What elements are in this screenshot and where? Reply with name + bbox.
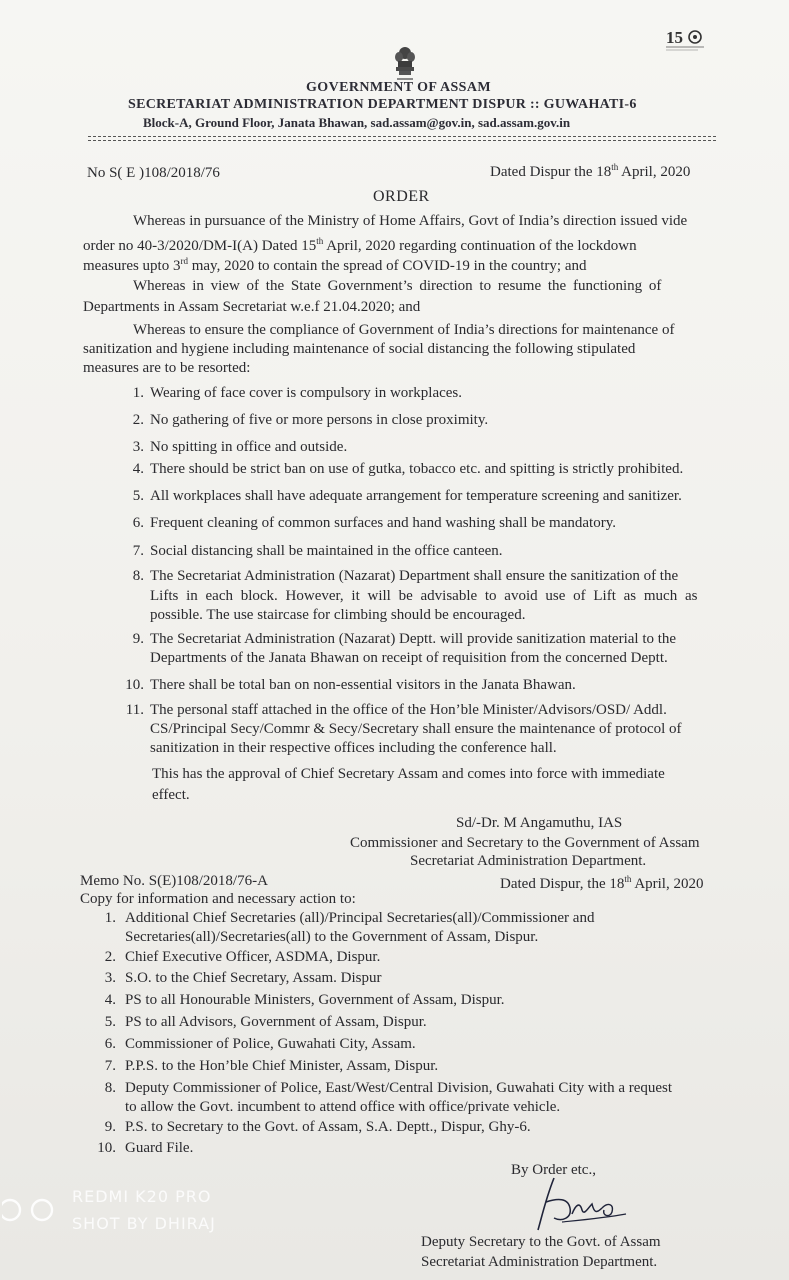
svg-text:15: 15 <box>666 28 683 47</box>
list-item: 6. Commissioner of Police, Guwahati City, Assam. <box>104 1036 416 1052</box>
list-item: 4. There should be strict ban on use of gutka, tobacco etc. and spitting is strictly prohibited. <box>132 461 684 477</box>
state-emblem-icon <box>390 44 420 84</box>
paragraph-2-line: Departments in Assam Secretariat w.e.f 21.04.2020; and <box>83 299 421 315</box>
list-item: 2. Chief Executive Officer, ASDMA, Dispur. <box>104 949 381 965</box>
paragraph-1-line: order no 40-3/2020/DM-I(A) Dated 15th April, 2020 regarding continuation of the lockdown <box>83 236 637 254</box>
order-number: No S( E )108/2018/76 <box>87 165 220 181</box>
watermark-device: REDMI K20 PRO <box>72 1187 212 1206</box>
government-heading: GOVERNMENT OF ASSAM <box>306 80 491 95</box>
approval-line: effect. <box>152 787 190 803</box>
list-item: 11. The personal staff attached in the office of the Hon’ble Minister/Advisors/OSD/ Addl. CS/Principal Secy/Commr & Secy/Secretary shall ensure the maintenance of protocol of sanitization in their respective offices including the conference hall. <box>125 702 682 756</box>
signatory-department: Secretariat Administration Department. <box>410 853 647 869</box>
header-divider <box>88 140 716 141</box>
list-item: 10. There shall be total ban on non-essential visitors in the Janata Bhawan. <box>125 677 576 693</box>
paragraph-2-line: Whereas in view of the State Government’s direction to resume the functioning of <box>133 278 662 294</box>
signatory-designation: Commissioner and Secretary to the Government of Assam <box>350 835 700 851</box>
handwritten-signature <box>532 1168 632 1238</box>
approval-line: This has the approval of Chief Secretary Assam and comes into force with immediate <box>152 766 665 782</box>
camera-dual-lens-icon <box>2 1196 56 1224</box>
list-item: 6. Frequent cleaning of common surfaces and hand washing shall be mandatory. <box>132 515 616 531</box>
list-item: 7. P.P.S. to the Hon’ble Chief Minister, Assam, Dispur. <box>104 1058 439 1074</box>
list-item: 2. No gathering of five or more persons in close proximity. <box>132 412 489 428</box>
list-item: 3. No spitting in office and outside. <box>132 439 348 455</box>
paragraph-3-line: measures are to be resorted: <box>83 360 251 376</box>
list-item: 1. Wearing of face cover is compulsory in workplaces. <box>132 385 463 401</box>
list-item: 8. Deputy Commissioner of Police, East/West/Central Division, Guwahati City with a request to allow the Govt. incumbent to attend office with office/private vehicle. <box>104 1080 673 1115</box>
paragraph-3-line: sanitization and hygiene including maintenance of social distancing the following stipulated <box>83 341 636 357</box>
assam-150-years-logo <box>664 26 706 52</box>
header-divider <box>88 136 716 137</box>
signatory-name: Sd/-Dr. M Angamuthu, IAS <box>456 815 623 831</box>
department-heading: SECRETARIAT ADMINISTRATION DEPARTMENT DISPUR :: GUWAHATI-6 <box>128 97 637 112</box>
copy-to-line: Copy for information and necessary action to: <box>80 891 356 907</box>
list-item: 7. Social distancing shall be maintained in the office canteen. <box>132 543 503 559</box>
deputy-secretary-designation: Deputy Secretary to the Govt. of Assam <box>421 1234 661 1250</box>
watermark-credit: SHOT BY DHIRAJ <box>72 1214 216 1233</box>
by-order-text: By Order etc., <box>511 1162 596 1178</box>
list-item: 9. P.S. to Secretary to the Govt. of Assam, S.A. Deptt., Dispur, Ghy-6. <box>104 1119 531 1135</box>
list-item: 10. Guard File. <box>97 1140 194 1156</box>
paragraph-1-line: Whereas in pursuance of the Ministry of Home Affairs, Govt of India’s direction issued vide <box>133 213 688 229</box>
order-title: ORDER <box>373 188 430 205</box>
list-item: 1. Additional Chief Secretaries (all)/Principal Secretaries(all)/Commissioner and Secretaries(all)/Secretaries(all) to the Government of Assam, Dispur. <box>104 910 595 945</box>
list-item: 8. The Secretariat Administration (Nazarat) Department shall ensure the sanitization of the Lifts in each block. However, it will be advisable to avoid use of Lift as much as possible. The use staircase for climbing should be encouraged. <box>132 568 698 623</box>
list-item: 3. S.O. to the Chief Secretary, Assam. Dispur <box>104 970 382 986</box>
memo-number: Memo No. S(E)108/2018/76-A <box>80 873 268 889</box>
memo-date: Dated Dispur, the 18th April, 2020 <box>500 874 704 892</box>
paragraph-3-line: Whereas to ensure the compliance of Government of India’s directions for maintenance of <box>133 322 675 338</box>
list-item: 4. PS to all Honourable Ministers, Government of Assam, Dispur. <box>104 992 505 1008</box>
list-item: 5. PS to all Advisors, Government of Assam, Dispur. <box>104 1014 427 1030</box>
list-item: 5. All workplaces shall have adequate arrangement for temperature screening and sanitizer. <box>132 488 682 504</box>
list-item: 9. The Secretariat Administration (Nazarat) Deptt. will provide sanitization material to the Departments of the Janata Bhawan on receipt of requisition from the concerned Deptt. <box>132 631 677 666</box>
order-date: Dated Dispur the 18th April, 2020 <box>490 162 691 180</box>
address-line: Block-A, Ground Floor, Janata Bhawan, sad.assam@gov.in, sad.assam.gov.in <box>143 115 571 130</box>
deputy-secretary-department: Secretariat Administration Department. <box>421 1254 658 1270</box>
paragraph-1-line: measures upto 3rd may, 2020 to contain the spread of COVID-19 in the country; and <box>83 256 587 274</box>
